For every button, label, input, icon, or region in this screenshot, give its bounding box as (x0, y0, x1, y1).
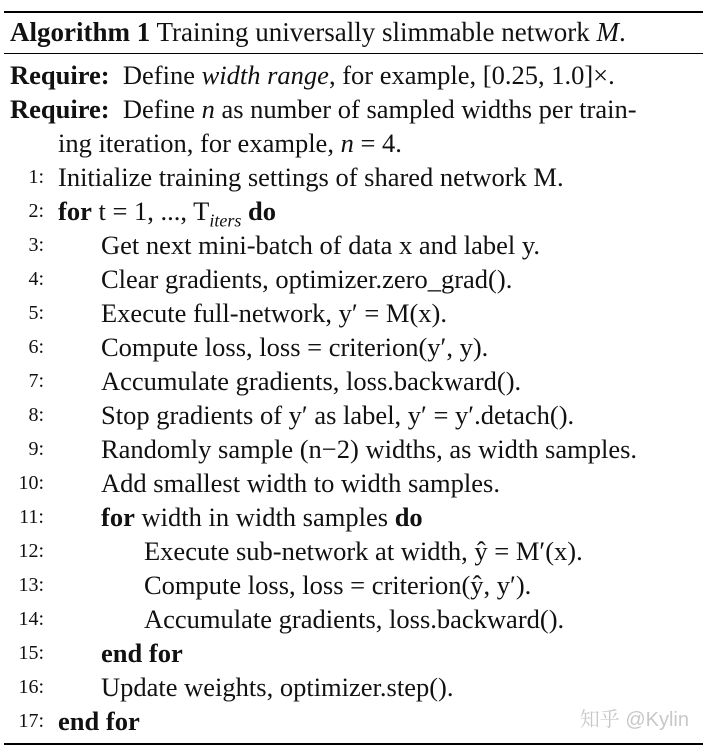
line-number: 6: (28, 336, 44, 358)
step-text: Randomly sample (n−2) widths, as width samples. (101, 434, 638, 464)
top-rule (4, 11, 703, 13)
step-text: Accumulate gradients, loss.backward(). (101, 366, 522, 396)
line-number: 17: (18, 710, 44, 732)
require-text: , for example, [0.25, 1.0]×. (328, 60, 615, 90)
algorithm-step (101, 364, 521, 398)
keyword: end for (101, 638, 183, 668)
algorithm-step (144, 568, 531, 602)
line-number: 14: (18, 608, 44, 630)
step-text: t = 1, ..., T (91, 196, 210, 226)
step-text: Stop gradients of y′ as label, y′ = y′.detach(). (101, 400, 575, 430)
algorithm-label: Algorithm 1 (10, 17, 151, 47)
require-keyword: Require: (10, 94, 110, 124)
algorithm-step (101, 500, 423, 534)
step-text: Accumulate gradients, loss.backward(). (144, 604, 565, 634)
keyword: do (241, 196, 277, 226)
require-term: n (201, 94, 215, 124)
algorithm-step (144, 602, 564, 636)
subscript: iters (209, 210, 242, 231)
algorithm-step (101, 398, 574, 432)
step-text: width in width samples (134, 502, 395, 532)
keyword: for (58, 196, 92, 226)
algorithm-step (101, 296, 447, 330)
require-line-2 (10, 92, 637, 126)
line-number: 7: (28, 370, 44, 392)
require-text: ing iteration, for example, (58, 128, 341, 158)
watermark: 知乎 @Kylin (579, 709, 689, 731)
step-text: Add smallest width to width samples. (101, 468, 500, 498)
line-number: 12: (18, 540, 44, 562)
step-text: Get next mini-batch of data x and label y. (101, 230, 541, 260)
line-number: 10: (18, 472, 44, 494)
algorithm-step (101, 330, 488, 364)
algorithm-step (101, 466, 500, 500)
require-text: as number of sampled widths per train- (214, 94, 637, 124)
require-term: width range (201, 60, 329, 90)
require-line-2-continuation (58, 126, 402, 160)
line-number: 8: (28, 404, 44, 426)
algorithm-step (144, 534, 583, 568)
algorithm-step (101, 432, 637, 466)
step-text: Compute loss, loss = criterion(y′, y). (101, 332, 489, 362)
require-text: Define (122, 94, 202, 124)
keyword: end for (58, 706, 140, 736)
algorithm-step (101, 636, 183, 670)
caption-rule (4, 53, 703, 54)
algorithm-step (101, 262, 512, 296)
line-number: 13: (18, 574, 44, 596)
algorithm-step (101, 670, 454, 704)
line-number: 11: (19, 506, 44, 528)
line-number: 3: (28, 234, 44, 256)
line-number: 1: (28, 166, 44, 188)
step-text: Update weights, optimizer.step(). (101, 672, 454, 702)
keyword: do (394, 502, 423, 532)
line-number: 15: (18, 642, 44, 664)
require-text: Define (122, 60, 202, 90)
line-number: 2: (28, 200, 44, 222)
algorithm-title-end: . (618, 17, 626, 47)
algorithm-step (58, 704, 140, 738)
algorithm-title-symbol: M (596, 17, 619, 47)
step-text: Compute loss, loss = criterion(ŷ, y′). (144, 570, 532, 600)
line-number: 4: (28, 268, 44, 290)
require-term: n (340, 128, 354, 158)
step-text: Clear gradients, optimizer.zero_grad(). (101, 264, 513, 294)
algorithm-title: Training universally slimmable network (156, 17, 597, 47)
bottom-rule (4, 743, 703, 745)
require-text: = 4. (353, 128, 402, 158)
line-number: 16: (18, 676, 44, 698)
line-number: 9: (28, 438, 44, 460)
step-text: Initialize training settings of shared network M. (58, 162, 564, 192)
algorithm-step (58, 160, 564, 194)
algorithm-caption (10, 14, 626, 50)
line-number: 5: (28, 302, 44, 324)
algorithm-step (101, 228, 540, 262)
step-text: Execute sub-network at width, ŷ = M′(x). (144, 536, 583, 566)
require-keyword: Require: (10, 60, 110, 90)
require-line-1 (10, 58, 615, 92)
step-text: Execute full-network, y′ = M(x). (101, 298, 448, 328)
keyword: for (101, 502, 135, 532)
